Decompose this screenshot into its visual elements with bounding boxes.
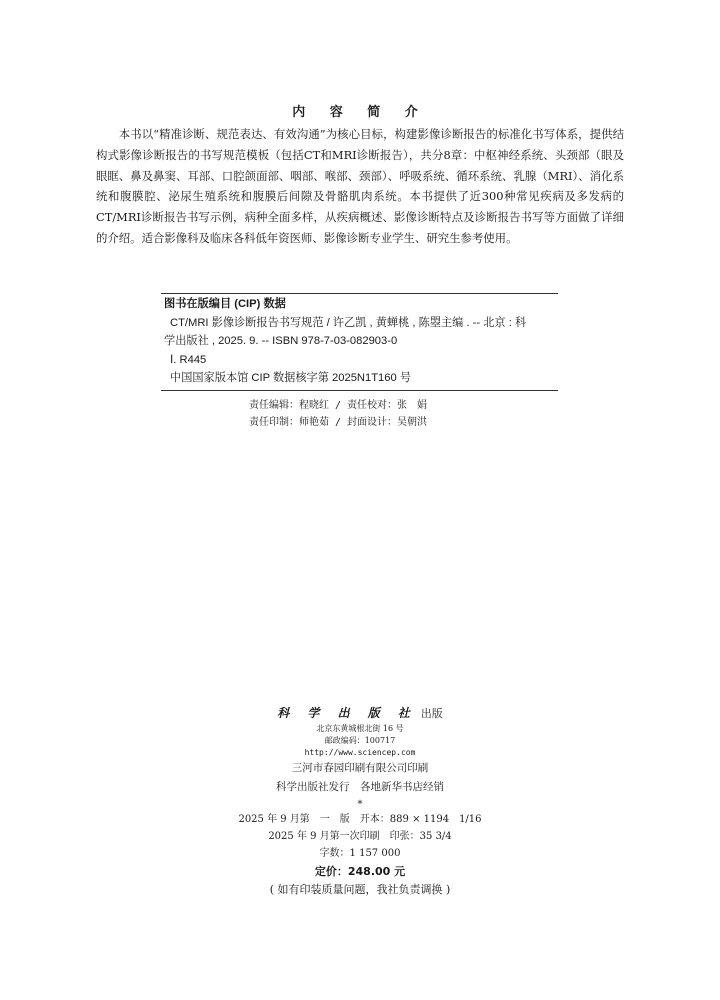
intro-body: 本书以“精准诊断、规范表达、有效沟通”为核心目标，构建影像诊断报告的标准化书写体系，提供结构式影像诊断报告的书写规范模板（包括CT和MRI诊断报告），共分8章：中枢神经系统、头颈部（眼及眼眶、鼻及鼻窦、耳部、口腔颌面部、咽部、喉部、颈部）、呼吸系统、循环系统、乳腺（MRI）、消化系统和腹膜腔、泌尿生殖系统和腹膜后间隙及骨骼肌肉系统。本书提供了近300种常见疾病及多发病的CT/MRI诊断报告书写示例，病种全面多样，从疾病概述、影像诊断特点及诊断报告书写等方面做了详细的介绍。适合影像科及临床各科低年资医师、影像诊断专业学生、研究生参考使用。 [96,127,624,245]
quality-note: ( 如有印装质量问题，我社负责调换 ) [269,883,451,896]
distribution-line: 科学出版社发行 各地新华书店经销 [276,781,444,793]
editors-block [249,397,509,431]
intro-title: 内 容 简 介 [292,105,428,120]
cip-data-box [161,293,558,391]
cip-line-2: 学出版社 , 2025. 9. -- ISBN 978-7-03-082903-0 [164,335,398,348]
cip-line-4: 中国国家版本馆 CIP 数据核字第 2025N1T160 号 [170,372,412,385]
cip-heading: 图书在版编目 (CIP) 数据 [164,298,286,310]
publisher-postcode: 邮政编码：100717 [324,736,396,745]
cip-line-3: Ⅰ. R445 [170,353,207,366]
printing-line: 2025 年 9 月第一次印刷 印张：35 3/4 [268,831,452,842]
publisher-line [0,704,720,723]
printer-line: 三河市春园印刷有限公司印刷 [291,762,429,774]
publisher-website: http://www.sciencep.com [304,748,416,757]
publisher-block [0,704,720,899]
edition-line: 2025 年 9 月第 一 版 开本：889 × 1194 1/16 [238,814,482,825]
separator-star: * [357,799,363,810]
cip-line-1: CT/MRI 影像诊断报告书写规范 / 许乙凯 , 黄蝉桃 , 陈曌主编 . -- 北京 : 科 [170,316,527,329]
editors-line-2: 责任印制：师艳茹 / 封面设计：吴朝洪 [249,417,428,428]
publisher-name: 科 学 出 版 社 [277,706,417,720]
publisher-address: 北京东黄城根北街 16 号 [316,724,404,733]
price-line: 定价：248.00 元 [314,865,406,878]
word-count-line: 字数：1 157 000 [319,848,401,859]
publisher-suffix: 出版 [420,707,443,720]
editors-line-1: 责任编辑：程晓红 / 责任校对：张 娟 [249,400,428,411]
